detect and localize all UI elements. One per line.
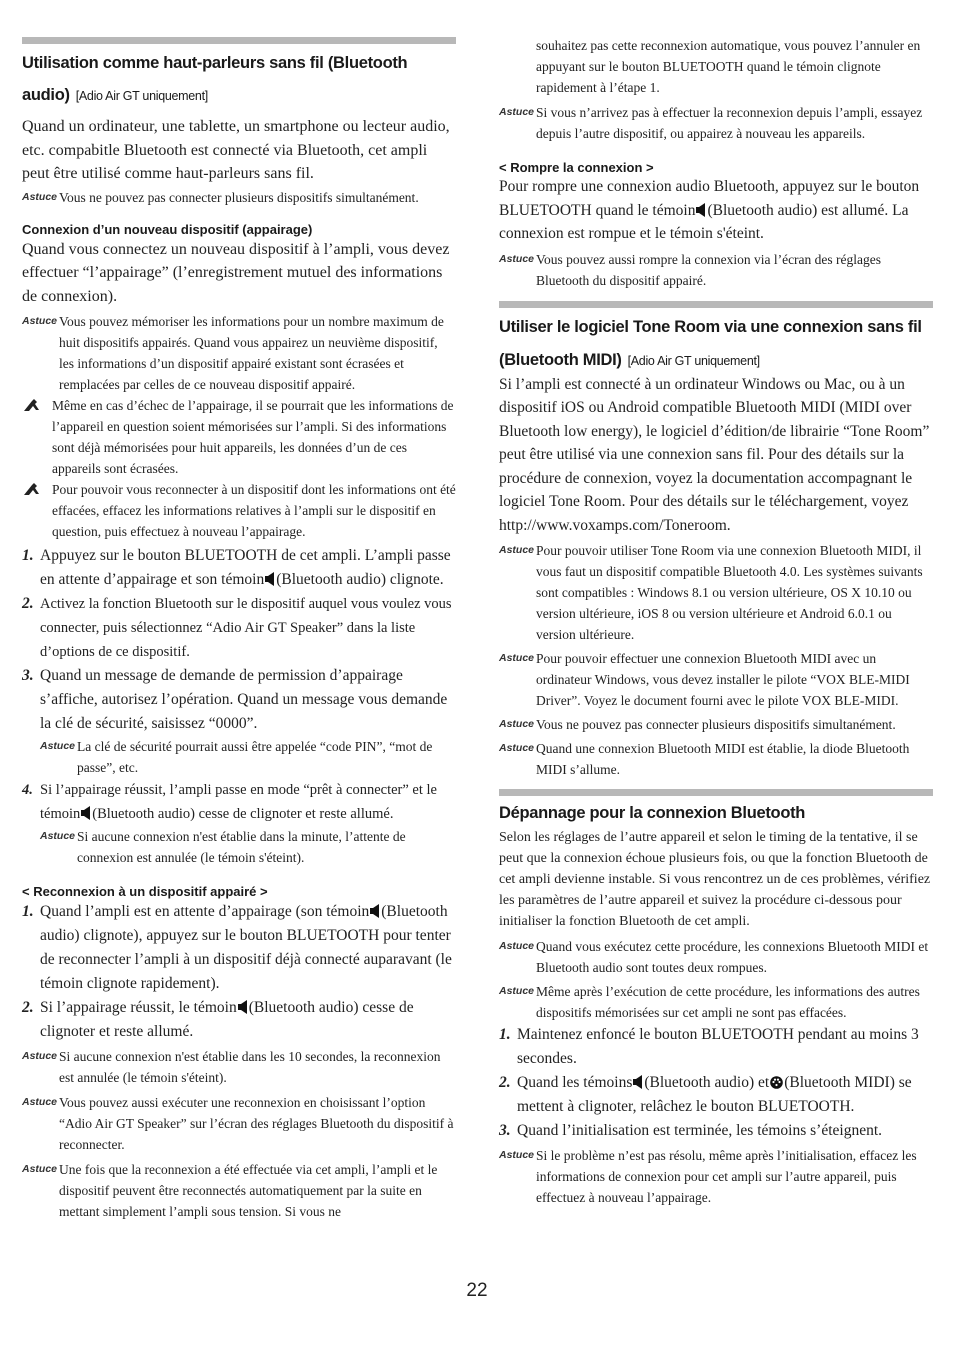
bluetooth-audio-indicator-icon (265, 572, 275, 586)
step-2: 2. Activez la fonction Bluetooth sur le dispositif auquel vous voulez vous connecter, puis sélectionnez “Adio Air GT Speaker” dans la liste d’options de ce dispositif. (22, 595, 452, 661)
warning-hand-icon (23, 398, 40, 412)
tone-room-paragraph: Si l’ampli est connecté à un ordinateur Windows ou Mac, ou à un dispositif iOS ou Android compatible Bluetooth MIDI (MIDI over Bluetooth low energy), le logiciel d’édition/de librairie “Tone Room” peut être utilisé via une connexion sans fil. Pour des détails sur la procédure de connexion, voyez la documentation accompagnant le logiciel Tone Room. Pour des détails sur le téléchargement, voyez http://www.voxamps.com/Toneroom. (499, 375, 930, 534)
section-title-tone-room: Utiliser le logiciel Tone Room via une connexion sans fil (Bluetooth MIDI) [Adio Air GT uniquement] (499, 317, 922, 369)
tip-note: Astuce Pour pouvoir effectuer une connexion Bluetooth MIDI avec un ordinateur Windows, vous devez installer le pilote “VOX BLE-MIDI Driver”. Voyez le document fourni avec le pilote VOX BLE-MIDI. (499, 651, 910, 708)
warning-hand-icon (23, 482, 40, 496)
tip-note: Astuce Vous ne pouvez pas connecter plusieurs dispositifs simultanément. (499, 717, 896, 732)
tip-note: Astuce Même après l’exécution de cette procédure, les informations des autres dispositifs mémorisées sur cet ampli ne sont pas effacées. (499, 984, 920, 1020)
tip-note: Astuce Vous pouvez aussi exécuter une reconnexion en choisissant l’option “Adio Air GT Speaker” sur l’écran des réglages Bluetooth du dispositif à reconnecter. (22, 1095, 454, 1153)
section-divider (499, 301, 933, 308)
tip-note: Astuce Vous pouvez aussi rompre la connexion via l’écran des réglages Bluetooth du dispositif appairé. (499, 251, 882, 288)
left-column (22, 0, 456, 1222)
tip-note: Astuce Si aucune connexion n'est établie dans la minute, l’attente de connexion est annulée (le témoin s'éteint). (40, 829, 406, 866)
model-tag: [Adio Air GT uniquement] (627, 353, 760, 368)
continued-text: souhaitez pas cette reconnexion automatique, vous pouvez l’annuler en appuyant sur le bouton BLUETOOTH quand le témoin clignote rapidement à l’étape 1. (536, 38, 921, 95)
bluetooth-audio-indicator-icon (81, 806, 91, 820)
tip-note: Astuce Pour pouvoir utiliser Tone Room via une connexion Bluetooth MIDI, il vous faut un dispositif compatible Bluetooth 4.0. Les systèmes suivants sont compatibles : Windows 8.1 ou version ultérieure, OS X 10.10 ou version ultérieure, iOS 8 ou version ultérieure et Android 6.0.1 ou version ultérieure. (499, 543, 923, 642)
tip-note: Astuce Une fois que la reconnexion a été effectuée via cet ampli, l’ampli et le dispositif peuvent être reconnectés automatiquement par la suite en mettant simplement l’ampli sous tension. Si vous ne (22, 1162, 438, 1220)
tip-label: Astuce (22, 190, 58, 203)
bluetooth-audio-indicator-icon (370, 904, 380, 918)
break-paragraph: Pour rompre une connexion audio Bluetooth, appuyez sur le bouton BLUETOOTH quand le témoin (Bluetooth audio) est allumé. La connexion est rompue et le témoin s'éteint. (499, 178, 920, 242)
reconnect-step-2: 2. Si l’appairage réussit, le témoin (Bluetooth audio) cesse de clignoter et reste allumé. (22, 999, 414, 1041)
tip-note: Astuce Quand vous exécutez cette procédure, les connexions Bluetooth MIDI et Bluetooth audio sont toutes deux rompues. (499, 939, 929, 975)
troubleshooting-paragraph: Selon les réglages de l’autre appareil et selon le timing de la tentative, il se peut que la connexion échoue plusieurs fois, ou que la fonction Bluetooth de cet ampli devienne instable. Si vous rencontrez un de ces problèmes, vérifiez les paramètres de l’autre appareil et suivez la procédure ci-dessous pour initialiser la fonction Bluetooth de cet ampli. (499, 830, 931, 929)
section-divider (499, 789, 933, 796)
subsection-title-reconnect: < Reconnexion à un dispositif appairé > (22, 884, 268, 900)
reset-step-1: 1. Maintenez enfoncé le bouton BLUETOOTH pendant au moins 3 secondes. (499, 1026, 919, 1067)
subsection-title-pairing: Connexion d’un nouveau dispositif (appairage) (22, 221, 313, 237)
tip-note: Astuce Si aucune connexion n'est établie dans les 10 secondes, la reconnexion est annulée (le témoin s'éteint). (22, 1049, 441, 1086)
tip-note: Astuce Quand une connexion Bluetooth MIDI est établie, la diode Bluetooth MIDI s’allume. (499, 741, 910, 777)
pairing-paragraph: Quand vous connectez un nouveau dispositif à l’ampli, vous devez effectuer “l’appairage” (l’enregistrement mutuel des informations de connexion). (22, 240, 450, 305)
tip-note: Astuce La clé de sécurité pourrait aussi être appelée “code PIN”, “mot de passe”, etc. (40, 739, 433, 776)
reset-step-2: 2. Quand les témoins (Bluetooth audio) et (Bluetooth MIDI) se mettent à clignoter, relâchez le bouton BLUETOOTH. (499, 1074, 912, 1115)
bluetooth-midi-indicator-icon (770, 1076, 783, 1089)
step-4: 4. Si l’appairage réussit, l’ampli passe en mode “prêt à connecter” et le témoin (Bluetooth audio) cesse de clignoter et reste allumé. (22, 782, 437, 823)
warning-note: Même en cas d’échec de l’appairage, il se pourrait que les informations de l’appareil en question soient mémorisées sur l’ampli. Si des informations sont déjà mémorisées pour huit appareils, les données d’un de ces appareils sont écrasées. (22, 395, 456, 479)
tip-note: Astuce Vous pouvez mémoriser les informations pour un nombre maximum de huit dispositifs appairés. Quand vous appairez un neuvième dispositif, les informations d’un dispositif appairé existant sont écrasées et remplacées par celles de ce nouveau dispositif appairé. (22, 314, 444, 393)
page-number: 22 (466, 1280, 488, 1301)
warning-note: Pour pouvoir vous reconnecter à un dispositif dont les informations ont été effacées, effacez les informations relatives à l’ampli sur le dispositif en question, puis effectuez à nouveau l’appairage. (22, 479, 456, 542)
section-title-troubleshooting: Dépannage pour la connexion Bluetooth (499, 804, 806, 822)
intro-paragraph: Quand un ordinateur, une tablette, un smartphone ou lecteur audio, etc. compabitle Bluetooth est connecté via Bluetooth, cet ampli peut être utilisé comme haut-parleurs sans fil. (22, 118, 450, 183)
reset-step-3: 3. Quand l’initialisation est terminée, les témoins s’éteignent. (499, 1122, 883, 1139)
section-title-bluetooth-audio: Utilisation comme haut-parleurs sans fil (Bluetooth audio) [Adio Air GT uniquement] (22, 54, 408, 105)
tip-note: Astuce Si le problème n’est pas résolu, même après l’initialisation, effacez les informations de connexion pour cet ampli sur l’autre appareil, puis effectuez à nouveau l’appairage. (499, 1148, 917, 1205)
reconnect-step-1: 1. Quand l’ampli est en attente d’appairage (son témoin (Bluetooth audio) clignote), appuyez sur le bouton BLUETOOTH pour tenter de reconnecter l’ampli à un dispositif déjà connecté auparavant (le témoin clignote rapidement). (22, 903, 452, 993)
right-column (499, 0, 933, 1208)
step-1: 1. Appuyez sur le bouton BLUETOOTH de cet ampli. L’ampli passe en attente d’appairage et son témoin (Bluetooth audio) clignote. (22, 547, 451, 589)
tip-note: Astuce Vous ne pouvez pas connecter plusieurs dispositifs simultanément. (22, 187, 456, 208)
section-divider (22, 37, 456, 44)
step-3: 3. Quand un message de demande de permission d’appairage s’affiche, autorisez l’opération. Quand un message vous demande la clé de sécurité, saisissez “0000”. (22, 667, 448, 733)
bluetooth-audio-indicator-icon (238, 1000, 248, 1014)
tip-note: Astuce Si vous n’arrivez pas à effectuer la reconnexion depuis l’ampli, essayez depuis l’autre dispositif, ou appairez à nouveau les appareils. (499, 105, 923, 141)
bluetooth-audio-indicator-icon (633, 1075, 643, 1089)
model-tag: [Adio Air GT uniquement] (75, 89, 208, 104)
subsection-title-break: < Rompre la connexion > (499, 160, 654, 175)
bluetooth-audio-indicator-icon (696, 203, 706, 217)
